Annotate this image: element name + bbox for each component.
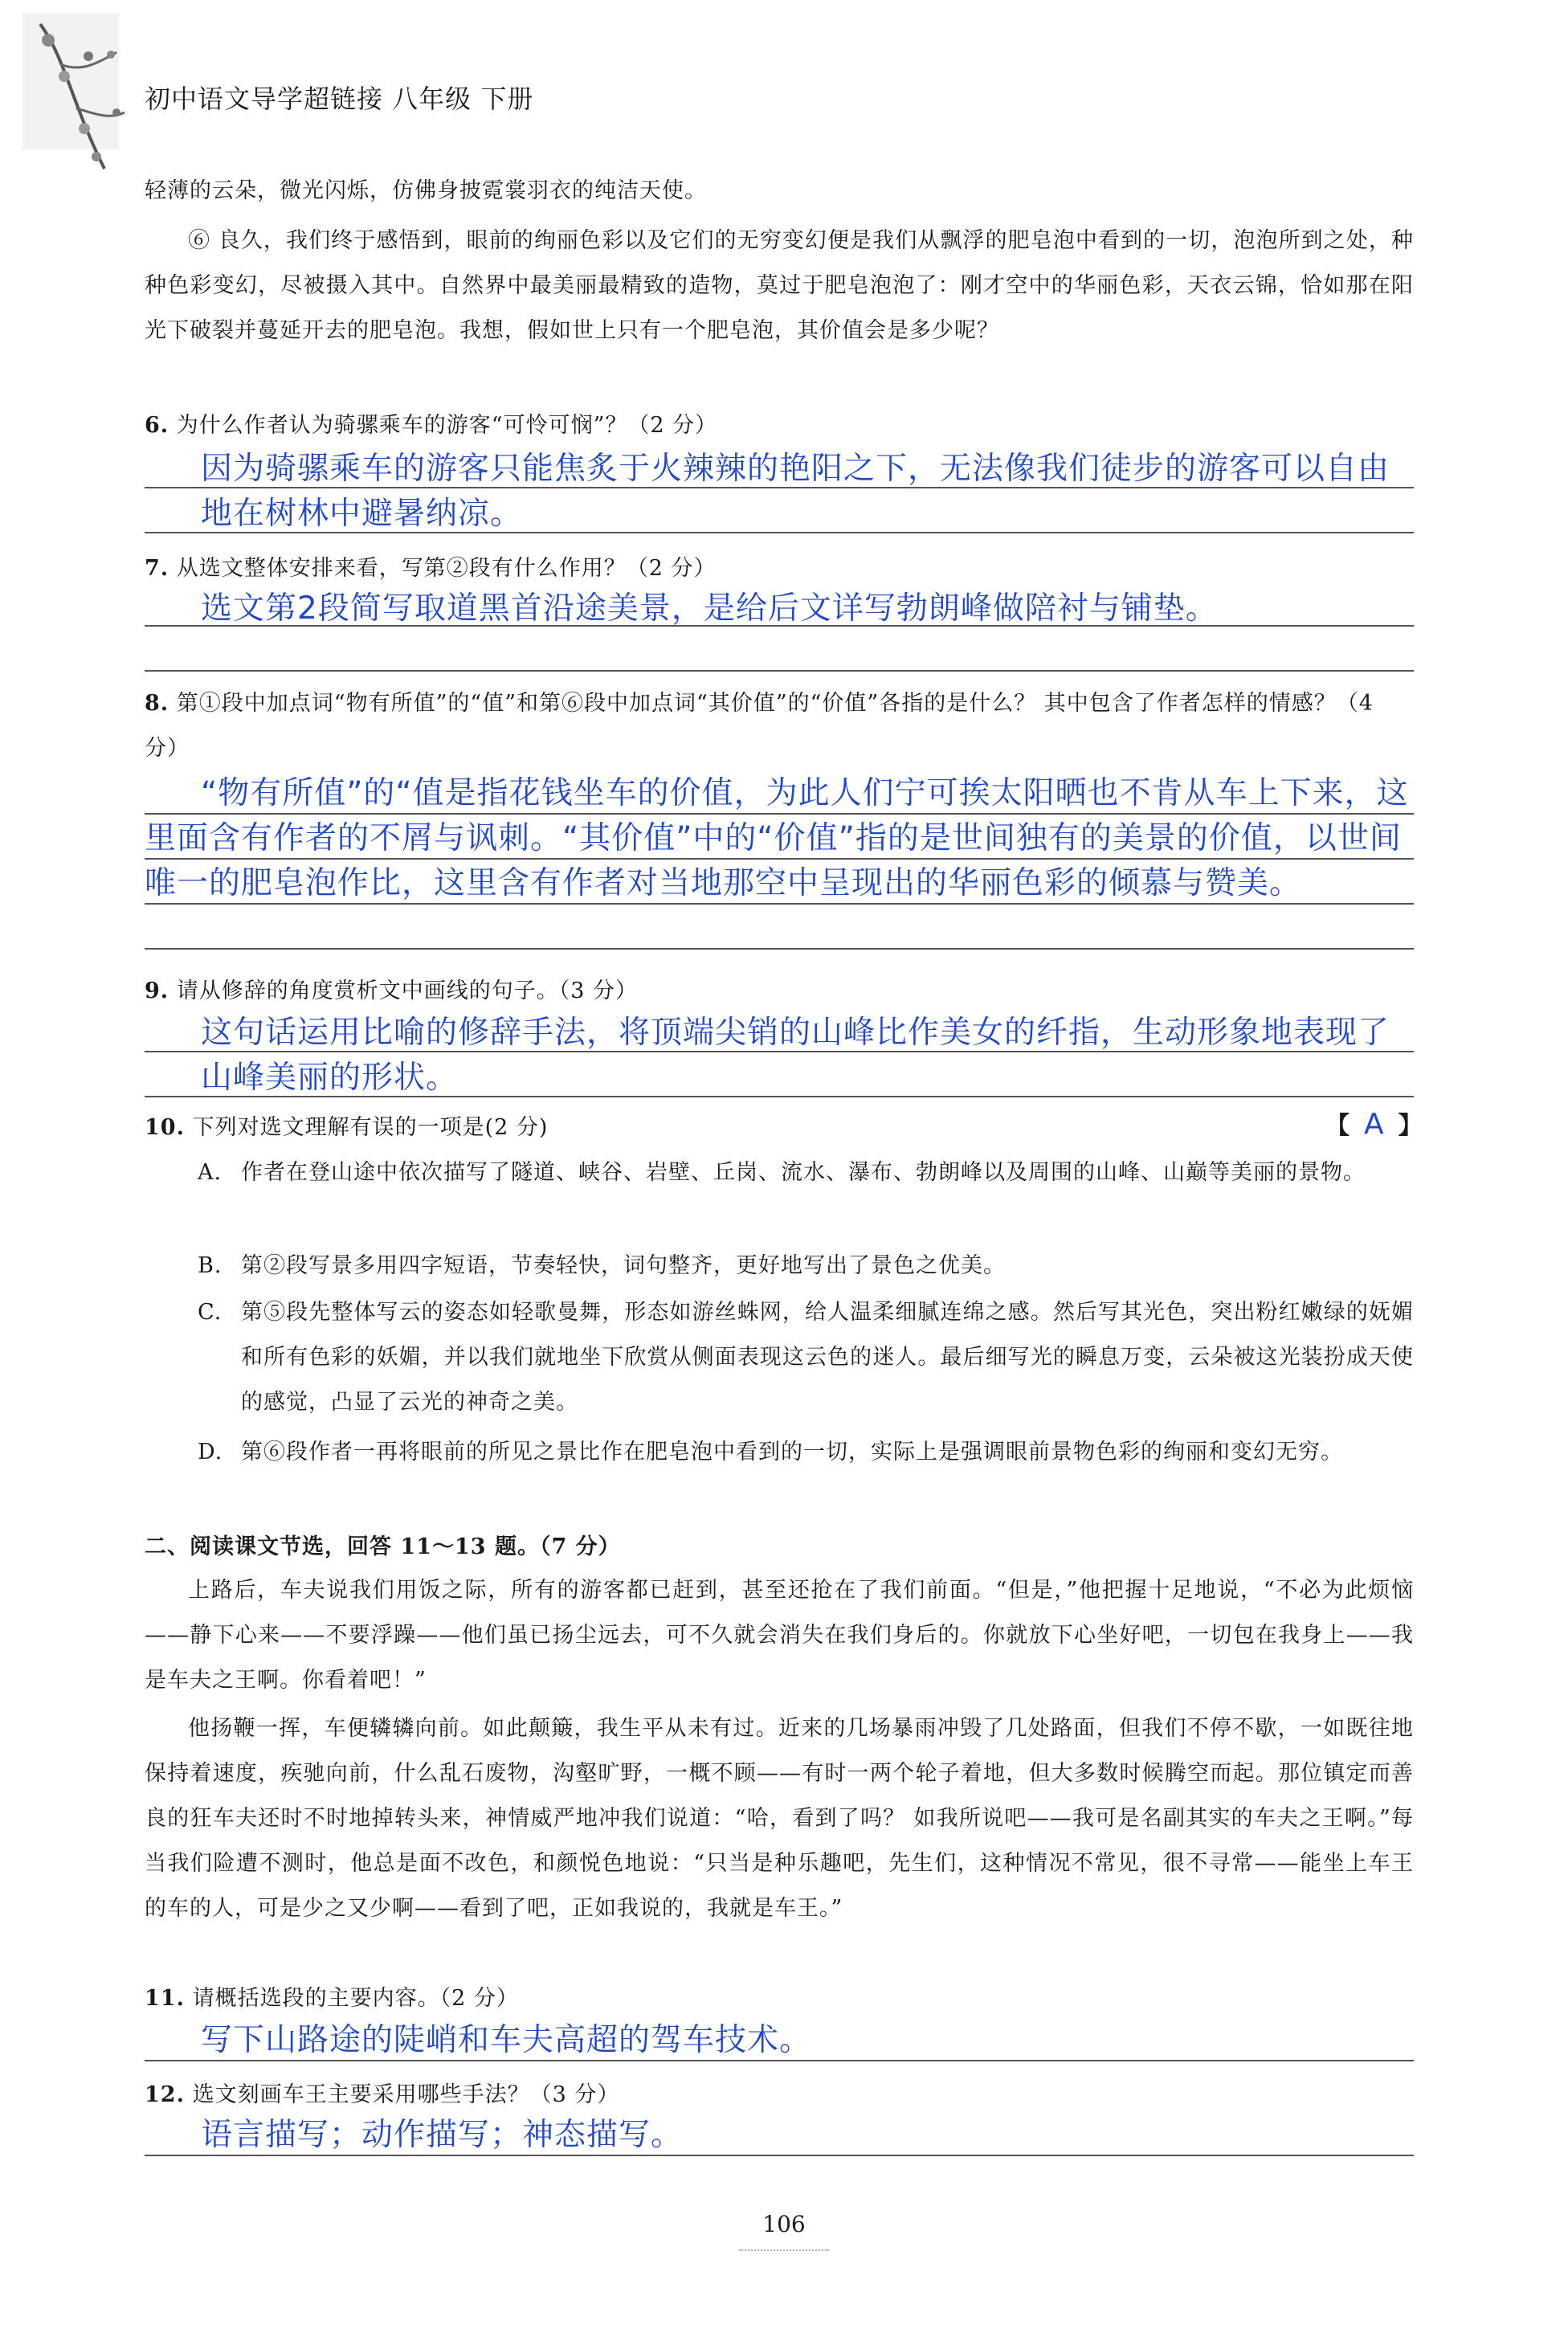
answer-line	[145, 813, 1414, 815]
option-a	[198, 1150, 1414, 1195]
passage2-paragraph-2: 他扬鞭一挥，车便辚辚向前。如此颠簸，我生平从未有过。近来的几场暴雨冲毁了几处路面，但我们不停不歇，一如既往地保持着速度，疾驰向前，什么乱石废物，沟壑旷野，一概不顾——有时一两个轮子着地，但大多数时候腾空而起。那位镇定而善良的狂车夫还时不时地掉转头来，神情威严地冲我们说道：“哈，看到了吗？ 如我所说吧——我可是名副其实的车夫之王啊。”每当我们险遭不测时，他总是面不改色，和颜悦色地说：“只当是种乐趣吧，先生们，这种情况不常见，很不寻常——能坐上车王的车的人，可是少之又少啊——看到了吧，正如我说的，我就是车王。”	[145, 1716, 1414, 1921]
option-c	[198, 1290, 1414, 1425]
answer-6: 因为骑骡乘车的游客只能焦炙于火辣辣的艳阳之下，无法像我们徒步的游客可以自由地在树林中避暑纳凉。	[201, 451, 1390, 532]
question-text: 从选文整体安排来看，写第②段有什么作用？（2 分）	[176, 556, 717, 581]
question-12	[145, 2073, 1414, 2118]
answer-10: A	[1364, 1108, 1384, 1141]
question-text: 请从修辞的角度赏析文中画线的句子。（3 分）	[176, 978, 639, 1003]
question-11	[145, 1976, 1414, 2021]
bracket-right: 】	[1398, 1112, 1423, 1140]
option-text: 第②段写景多用四字短语，节奏轻快，词句整齐，更好地写出了景色之优美。	[241, 1253, 1006, 1278]
bracket-left: 【	[1325, 1112, 1350, 1140]
question-number: 11.	[145, 1986, 185, 2011]
answer-line	[145, 2060, 1414, 2061]
question-number: 8.	[145, 691, 169, 716]
question-number: 7.	[145, 556, 169, 581]
answer-11: 写下山路途的陡峭和车夫高超的驾车技术。	[201, 2022, 812, 2058]
answer-line	[145, 903, 1414, 905]
answer-12: 语言描写；动作描写；神态描写。	[201, 2117, 684, 2153]
page-number: 106	[762, 2211, 806, 2237]
answer-8: “物有所值”的“值是指花钱坐车的价值，为此人们宁可挨太阳晒也不肯从车上下来，这里面含有作者的不屑与讽刺。“其价值”中的“价值”指的是世间独有的美景的价值，以世间唯一的肥皂泡作比，这里含有作者对当地那空中呈现出的华丽色彩的倾慕与赞美。	[145, 775, 1409, 901]
passage2-paragraph-1: 上路后，车夫说我们用饭之际，所有的游客都已赶到，甚至还抢在了我们前面。“但是，”他把握十足地说，“不必为此烦恼——静下心来——不要浮躁——他们虽已扬尘远去，可不久就会消失在我们身后的。你就放下心坐好吧，一切包在我身上——我是车夫之王啊。你看着吧！”	[145, 1578, 1414, 1693]
header-title: 初中语文导学超链接 八年级 下册	[145, 84, 534, 114]
footer-divider	[739, 2249, 829, 2251]
answer-line	[145, 858, 1414, 860]
question-text: 选文刻画车王主要采用哪些手法？（3 分）	[192, 2082, 620, 2107]
option-b	[198, 1244, 1414, 1289]
passage-line: 轻薄的云朵，微光闪烁，仿佛身披霓裳羽衣的纯洁天使。	[145, 178, 707, 203]
answer-line	[145, 948, 1414, 950]
option-text: 作者在登山途中依次描写了隧道、峡谷、岩壁、丘岗、流水、瀑布、勃朗峰以及周围的山峰、山巅等美丽的景物。	[241, 1160, 1366, 1185]
answer-line	[145, 487, 1414, 488]
answer-line	[145, 1096, 1414, 1097]
question-9	[145, 969, 1414, 1014]
option-d	[198, 1430, 1414, 1475]
question-number: 9.	[145, 978, 169, 1003]
answer-9: 这句话运用比喻的修辞手法，将顶端尖销的山峰比作美女的纤指，生动形象地表现了山峰美丽的形状。	[201, 1015, 1390, 1096]
option-text: 第⑥段作者一再将眼前的所见之景比作在肥皂泡中看到的一切，实际上是强调眼前景物色彩的绚丽和变幻无穷。	[241, 1440, 1343, 1465]
question-text: 请概括选段的主要内容。（2 分）	[192, 1986, 519, 2011]
answer-line	[145, 2155, 1414, 2156]
answer-line	[145, 670, 1414, 672]
question-number: 12.	[145, 2082, 185, 2107]
answer-7: 选文第2段简写取道黑首沿途美景，是给后文详写勃朗峰做陪衬与铺垫。	[201, 590, 1218, 627]
option-label: A.	[198, 1160, 223, 1185]
answer-line	[145, 625, 1414, 627]
passage-paragraph-6: ⑥ 良久，我们终于感悟到，眼前的绚丽色彩以及它们的无穷变幻便是我们从飘浮的肥皂泡中看到的一切，泡泡所到之处，种种色彩变幻，尽被摄入其中。自然界中最美丽最精致的造物，莫过于肥皂泡泡了：刚才空中的华丽色彩，天衣云锦，恰如那在阳光下破裂并蔓延开去的肥皂泡。我想，假如世上只有一个肥皂泡，其价值会是多少呢？	[145, 228, 1414, 343]
question-10	[145, 1105, 1414, 1150]
section-heading: 二、阅读课文节选，回答 11～13 题。（7 分）	[145, 1534, 621, 1559]
question-number: 10.	[145, 1115, 185, 1140]
question-7	[145, 546, 1414, 591]
answer-line	[145, 532, 1414, 533]
question-text: 为什么作者认为骑骡乘车的游客“可怜可悯”？（2 分）	[176, 413, 718, 438]
question-text: 第①段中加点词“物有所值”的“值”和第⑥段中加点词“其价值”的“价值”各指的是什么？ 其中包含了作者怎样的情感？（4 分）	[145, 691, 1374, 761]
option-label: B.	[198, 1253, 223, 1278]
option-text: 第⑤段先整体写云的姿态如轻歌曼舞，形态如游丝蛛网，给人温柔细腻连绵之感。然后写其光色，突出粉红嫩绿的妩媚和所有色彩的妖媚，并以我们就地坐下欣赏从侧面表现这云色的迷人。最后细写光的瞬息万变，云朵被这光装扮成天使的感觉，凸显了云光的神奇之美。	[241, 1300, 1414, 1415]
option-label: C.	[198, 1300, 223, 1325]
plum-blossom-icon	[16, 8, 137, 185]
question-text: 下列对选文理解有误的一项是(2 分)	[192, 1115, 549, 1140]
question-number: 6.	[145, 413, 169, 438]
question-8	[145, 681, 1414, 771]
option-label: D.	[198, 1440, 223, 1465]
question-6	[145, 403, 1414, 448]
answer-bracket	[1325, 1102, 1423, 1149]
answer-line	[145, 1051, 1414, 1052]
